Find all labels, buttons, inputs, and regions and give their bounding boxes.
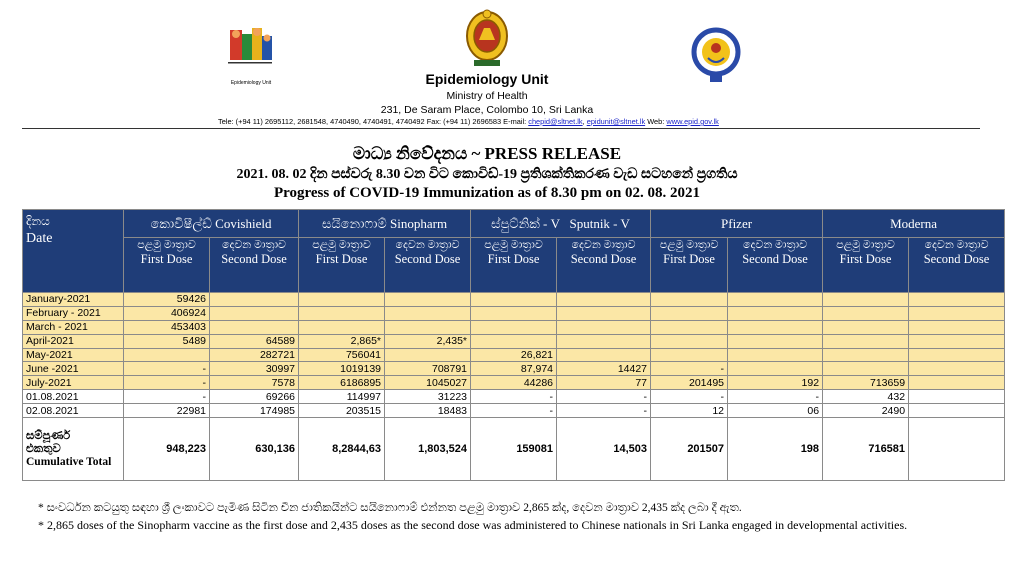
dose-count-cell: - [124, 376, 210, 390]
total-label-sinhala-1: සම්පූර්ණ [26, 429, 71, 442]
date-header [23, 210, 124, 293]
table-body [23, 293, 1005, 418]
row-date: 02.08.2021 [23, 404, 124, 418]
dose-header [471, 238, 557, 293]
dose-count-cell [909, 404, 1005, 418]
header-row-doses [23, 238, 1005, 293]
letterhead [0, 0, 1024, 130]
dose-count-cell [909, 334, 1005, 348]
total-label-sinhala-2: එකතුව [26, 442, 61, 455]
date-header-english: Date [26, 231, 53, 246]
dose-count-cell [909, 293, 1005, 307]
dose-count-cell [909, 306, 1005, 320]
release-subtitle-sinhala: 2021. 08. 02 දින පස්වරු 8.30 වන විට කොවිඩ්-19 ප්‍රතිශක්තිකරණ වැඩ සටහනේ ප්‍රගතිය [236, 167, 738, 182]
vaccine-header-sputnik: ස්පුට්නික් - V Sputnik - V [471, 210, 651, 238]
dose-count-cell: 1045027 [385, 376, 471, 390]
dose-header-english: Second Dose [570, 252, 637, 266]
dose-header-sinhala: පළමු මාත්‍රාව [312, 239, 371, 251]
dose-count-cell [651, 306, 728, 320]
header-divider [22, 128, 980, 129]
dose-count-cell [823, 334, 909, 348]
dose-count-cell: - [557, 404, 651, 418]
footnote-english: * 2,865 doses of the Sinopharm vaccine as the first dose and 2,435 doses as the second dose was administered to Chinese nationals in Sri Lanka engaged in developmental activities. [38, 518, 908, 532]
vaccine-header-pfizer: Pfizer [651, 210, 823, 238]
total-cell: 8,2844,63 [299, 418, 385, 481]
dose-count-cell [909, 348, 1005, 362]
dose-count-cell [385, 306, 471, 320]
dose-count-cell: - [651, 362, 728, 376]
dose-header-sinhala: පළමු මාත්‍රාව [659, 239, 719, 251]
dose-count-cell: 2,435* [385, 334, 471, 348]
org-address: 231, De Saram Place, Colombo 10, Sri Lanka [380, 104, 594, 116]
dose-count-cell: - [471, 390, 557, 404]
dose-count-cell [471, 320, 557, 334]
web-label: Web: [647, 117, 665, 126]
dose-count-cell: 64589 [210, 334, 299, 348]
dose-header-english: First Dose [315, 252, 368, 266]
dose-count-cell: - [728, 390, 823, 404]
dose-count-cell: 406924 [124, 306, 210, 320]
dose-header-sinhala: දෙවන මාත්‍රාව [222, 239, 286, 251]
dose-count-cell: 12 [651, 404, 728, 418]
row-date: February - 2021 [23, 306, 124, 320]
web-link[interactable]: www.epid.gov.lk [666, 117, 719, 126]
dose-count-cell [557, 348, 651, 362]
dose-header-sinhala: පළමු මාත්‍රාව [484, 239, 543, 251]
dose-count-cell [299, 306, 385, 320]
dose-count-cell: 26,821 [471, 348, 557, 362]
dose-count-cell [909, 320, 1005, 334]
sri-lanka-emblem [462, 6, 512, 70]
vaccine-header-sinopharm: සයිනොෆාම් Sinopharm [299, 210, 471, 238]
dose-header-sinhala: දෙවන මාත්‍රාව [743, 239, 808, 251]
row-date: July-2021 [23, 376, 124, 390]
dose-count-cell [823, 320, 909, 334]
total-label-english: Cumulative Total [26, 455, 112, 468]
row-date: January-2021 [23, 293, 124, 307]
dose-header [909, 238, 1005, 293]
release-subtitle-english: Progress of COVID-19 Immunization as of 8.30 pm on 02. 08. 2021 [273, 185, 701, 201]
dose-count-cell [728, 320, 823, 334]
table-row [23, 390, 1005, 404]
dose-count-cell: - [471, 404, 557, 418]
dose-count-cell: 87,974 [471, 362, 557, 376]
dose-count-cell: 756041 [299, 348, 385, 362]
dose-count-cell: 114997 [299, 390, 385, 404]
dose-count-cell [823, 293, 909, 307]
dose-count-cell: 18483 [385, 404, 471, 418]
total-cell: 198 [728, 418, 823, 481]
dose-count-cell [823, 306, 909, 320]
dose-header [557, 238, 651, 293]
dose-header-sinhala: දෙවන මාත්‍රාව [924, 239, 989, 251]
dose-count-cell: 44286 [471, 376, 557, 390]
total-cell: 716581 [823, 418, 909, 481]
dose-count-cell: 22981 [124, 404, 210, 418]
dose-count-cell: 6186895 [299, 376, 385, 390]
dose-count-cell [728, 293, 823, 307]
row-date: June -2021 [23, 362, 124, 376]
dose-count-cell: 2,865* [299, 334, 385, 348]
org-title: Epidemiology Unit [425, 71, 549, 87]
dose-count-cell [728, 334, 823, 348]
total-cell: 1,803,524 [385, 418, 471, 481]
dose-count-cell [909, 376, 1005, 390]
dose-header-english: Second Dose [221, 252, 287, 266]
table-row [23, 320, 1005, 334]
dose-header-english: First Dose [839, 252, 892, 266]
total-cell: 948,223 [124, 418, 210, 481]
email-link-1[interactable]: chepid@sltnet.lk [528, 117, 583, 126]
table-row [23, 306, 1005, 320]
dose-count-cell [385, 293, 471, 307]
vaccination-table [22, 209, 1005, 481]
dose-header [651, 238, 728, 293]
vaccine-header-covishield: කොවිෂීල්ඩ් Covishield [124, 210, 299, 238]
row-date: March - 2021 [23, 320, 124, 334]
total-cell: 201507 [651, 418, 728, 481]
press-release-title: මාධ්‍ය නිවේදනය ~ PRESS RELEASE [352, 144, 622, 163]
dose-count-cell: 201495 [651, 376, 728, 390]
contact-phones: Tele: (+94 11) 2695112, 2681548, 4740490, 4740491, 4740492 Fax: (+94 11) 2696583 E-mail: [218, 117, 527, 126]
dose-count-cell [728, 362, 823, 376]
dose-count-cell [651, 334, 728, 348]
table-row [23, 376, 1005, 390]
dose-count-cell: 69266 [210, 390, 299, 404]
dose-count-cell: 1019139 [299, 362, 385, 376]
dose-header-sinhala: පළමු මාත්‍රාව [836, 239, 895, 251]
dose-count-cell: 203515 [299, 404, 385, 418]
dose-header-sinhala: පළමු මාත්‍රාව [137, 239, 196, 251]
dose-count-cell: 5489 [124, 334, 210, 348]
dose-count-cell: 14427 [557, 362, 651, 376]
dose-count-cell [651, 293, 728, 307]
total-cell: 159081 [471, 418, 557, 481]
dose-header [385, 238, 471, 293]
dose-header-sinhala: දෙවන මාත්‍රාව [395, 239, 460, 251]
dose-count-cell [651, 320, 728, 334]
dose-count-cell: 282721 [210, 348, 299, 362]
dose-count-cell [210, 293, 299, 307]
vaccine-header-moderna: Moderna [823, 210, 1005, 238]
total-cell [909, 418, 1005, 481]
table-row [23, 362, 1005, 376]
dose-count-cell [557, 293, 651, 307]
dose-count-cell: - [651, 390, 728, 404]
dose-count-cell [124, 348, 210, 362]
dose-count-cell [909, 362, 1005, 376]
dose-count-cell: 453403 [124, 320, 210, 334]
dose-count-cell: 2490 [823, 404, 909, 418]
dose-count-cell [471, 334, 557, 348]
dose-count-cell: - [124, 390, 210, 404]
dose-count-cell [728, 348, 823, 362]
dose-header-english: First Dose [663, 252, 715, 266]
dose-count-cell [299, 293, 385, 307]
dose-count-cell [557, 306, 651, 320]
dose-count-cell [823, 362, 909, 376]
dose-count-cell: 31223 [385, 390, 471, 404]
dose-header [210, 238, 299, 293]
dose-count-cell [557, 334, 651, 348]
dose-count-cell [471, 293, 557, 307]
dose-count-cell [557, 320, 651, 334]
dose-header-english: Second Dose [394, 252, 461, 266]
header-row-vaccines [23, 210, 1005, 238]
dose-count-cell [210, 306, 299, 320]
table-row [23, 348, 1005, 362]
dose-count-cell [471, 306, 557, 320]
table-row [23, 293, 1005, 307]
dose-count-cell [385, 320, 471, 334]
dose-count-cell: 174985 [210, 404, 299, 418]
table-row [23, 404, 1005, 418]
dose-header-english: Second Dose [923, 252, 990, 266]
dose-header [823, 238, 909, 293]
dose-count-cell [210, 320, 299, 334]
dose-header [728, 238, 823, 293]
row-date: 01.08.2021 [23, 390, 124, 404]
dose-count-cell [651, 348, 728, 362]
dose-header-english: First Dose [140, 252, 193, 266]
dose-count-cell: 59426 [124, 293, 210, 307]
cumulative-total-row [23, 418, 1005, 481]
dose-count-cell: 77 [557, 376, 651, 390]
dose-count-cell: 713659 [823, 376, 909, 390]
total-cell: 14,503 [557, 418, 651, 481]
dose-count-cell: 708791 [385, 362, 471, 376]
left-logo-caption: Epidemiology Unit [230, 80, 272, 86]
dose-count-cell: 192 [728, 376, 823, 390]
total-cell: 630,136 [210, 418, 299, 481]
dose-header-sinhala: දෙවන මාත්‍රාව [571, 239, 636, 251]
date-header-sinhala: දිනය [26, 214, 50, 228]
table-row [23, 334, 1005, 348]
footnote-sinhala: * සංවර්ධන කටයුතු සඳහා ශ්‍රී ලංකාවට පැමිණ සිටින චීන ජාතිකයින්ට සයිනොෆාම් එන්නත පළමු මාත්‍රාව 2,865 ක්ද, දෙවන මාත්‍රාව 2,435 ක්ද ලබා දී ඇත. [38, 502, 742, 514]
dose-count-cell: 7578 [210, 376, 299, 390]
dose-header-english: Second Dose [742, 252, 808, 266]
total-label [23, 418, 124, 481]
dose-count-cell: 30997 [210, 362, 299, 376]
row-date: May-2021 [23, 348, 124, 362]
contact-line: Tele: (+94 11) 2695112, 2681548, 4740490, 4740491, 4740492 Fax: (+94 11) 2696583 E-mail: chepid@sltnet.lk, epidunit@sltnet.lk Web: www.epid.gov.lk [218, 117, 719, 126]
dose-count-cell [385, 348, 471, 362]
dose-count-cell [728, 306, 823, 320]
dose-count-cell: - [557, 390, 651, 404]
dose-count-cell: 432 [823, 390, 909, 404]
dose-count-cell [909, 390, 1005, 404]
dose-count-cell: - [124, 362, 210, 376]
dose-header [299, 238, 385, 293]
row-date: April-2021 [23, 334, 124, 348]
dose-count-cell [299, 320, 385, 334]
ministry-name: Ministry of Health [446, 90, 528, 102]
dose-header [124, 238, 210, 293]
dose-header-english: First Dose [487, 252, 540, 266]
dose-count-cell [823, 348, 909, 362]
dose-count-cell: 06 [728, 404, 823, 418]
email-link-2[interactable]: epidunit@sltnet.lk [586, 117, 646, 126]
